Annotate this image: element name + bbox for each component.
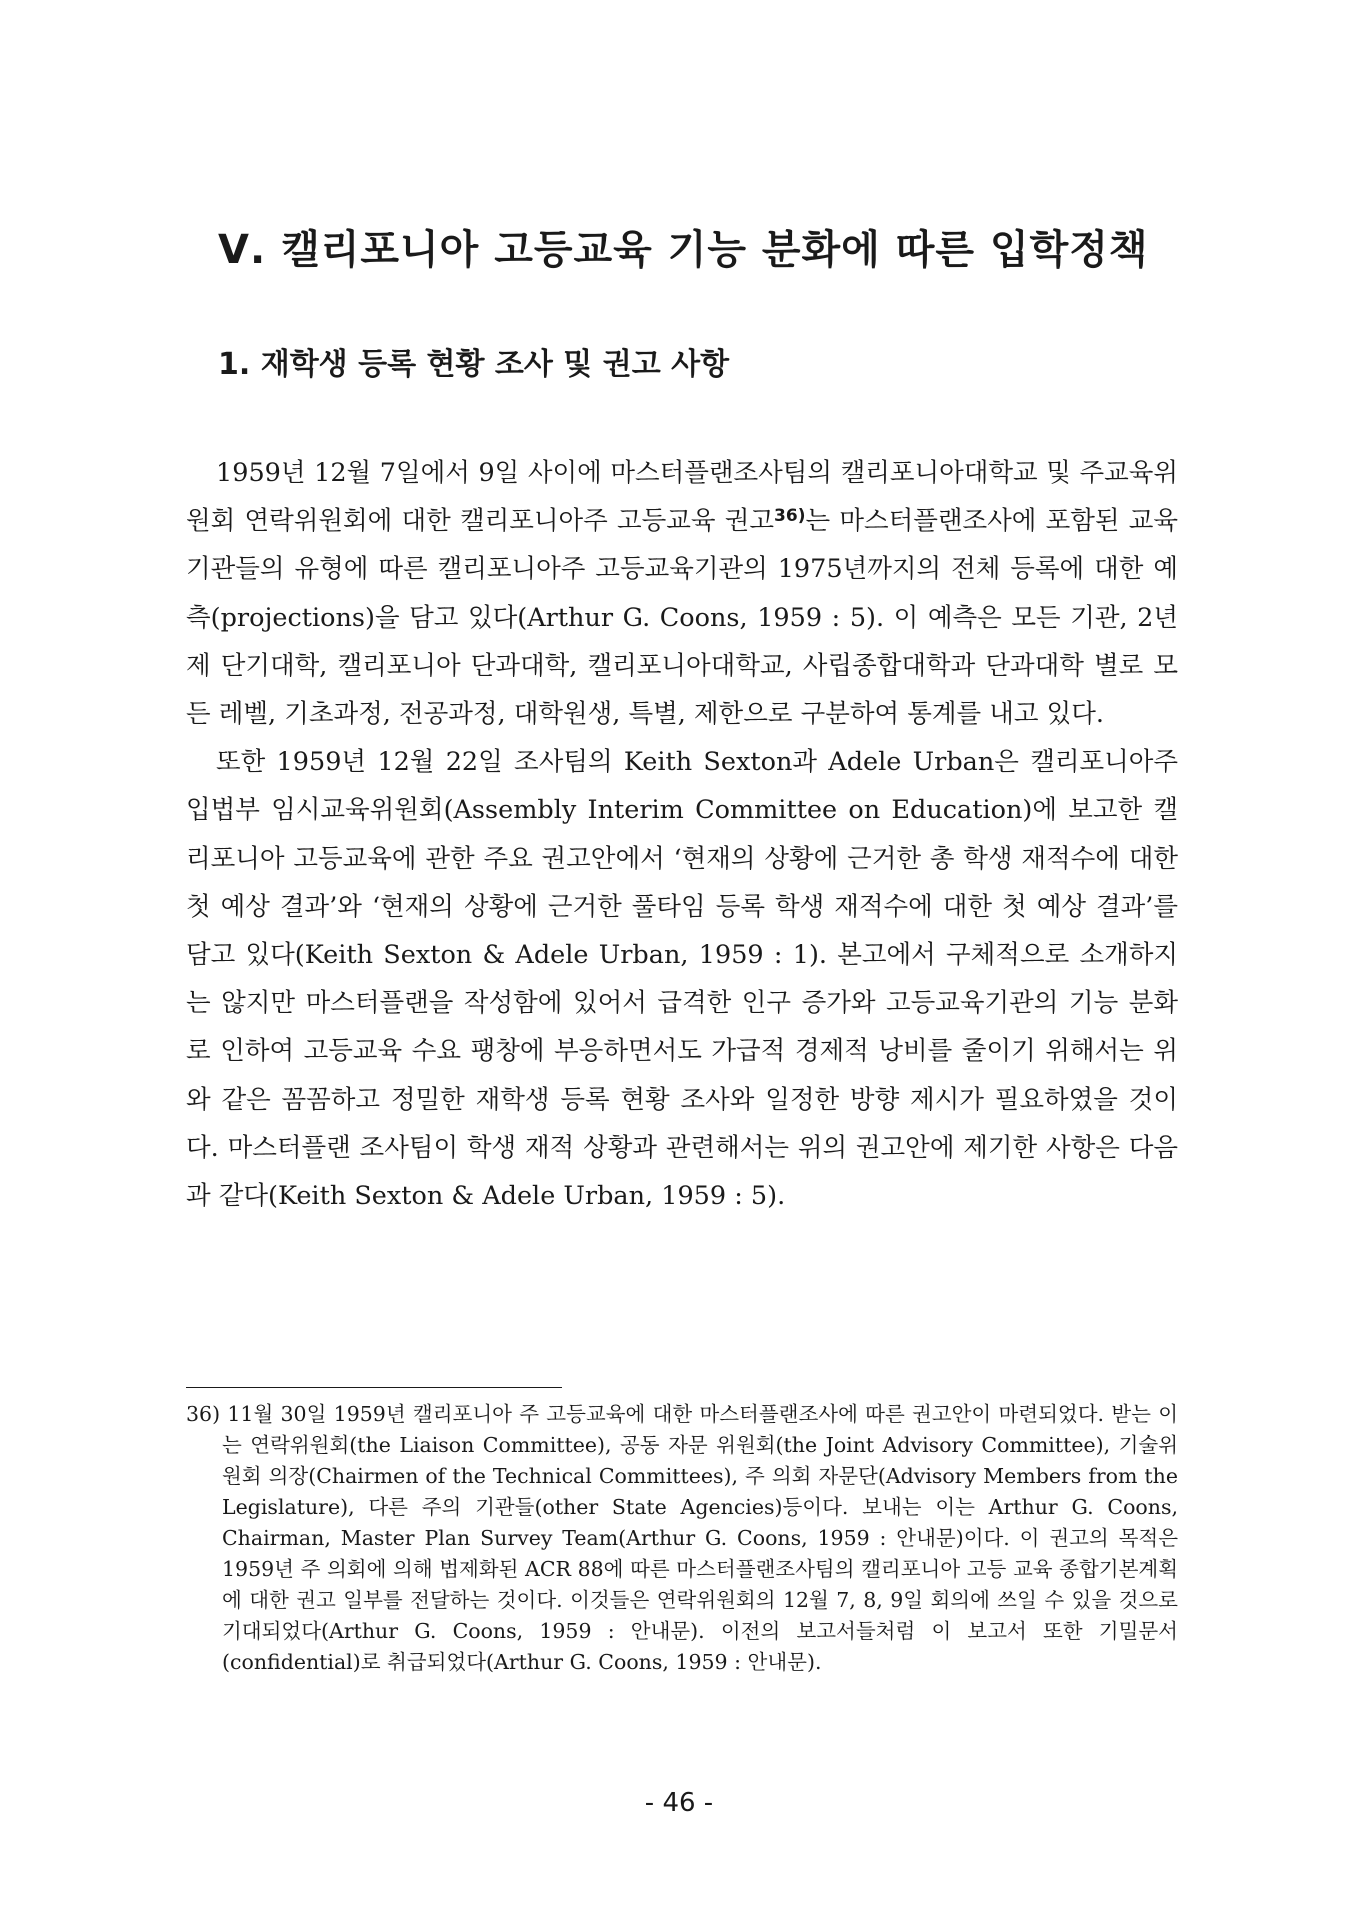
body-text — [186, 449, 1178, 1220]
paragraph-2: 또한 1959년 12월 22일 조사팀의 Keith Sexton과 Adele Urban은 캘리포니아주 입법부 임시교육위원회(Assembly Interim Committee on Education)에 보고한 캘리포니아 고등교육에 관한 주요 권고안에서 ‘현재의 상황에 근거한 총 학생 재적수에 대한 첫 예상 결과’와 ‘현재의 상황에 근거한 풀타임 등록 학생 재적수에 대한 첫 예상 결과’를 담고 있다(Keith Sexton & Adele Urban, 1959 : 1). 본고에서 구체적으로 소개하지는 않지만 마스터플랜을 작성함에 있어서 급격한 인구 증가와 고등교육기관의 기능 분화로 인하여 고등교육 수요 팽창에 부응하면서도 가급적 경제적 낭비를 줄이기 위해서는 위와 같은 꼼꼼하고 정밀한 재학생 등록 현황 조사와 일정한 방향 제시가 필요하였을 것이다. 마스터플랜 조사팀이 학생 재적 상황과 관련해서는 위의 권고안에 제기한 사항은 다음과 같다(Keith Sexton & Adele Urban, 1959 : 5). — [186, 747, 1178, 1212]
footnote-reference-36[interactable]: 36) — [774, 506, 806, 527]
paragraph-1-text-start: 1959년 12월 7일에서 9일 사이에 마스터플랜조사팀의 캘리포니아대학교 및 주교육위원회 연락위원회에 대한 캘리포니아주 고등교육 권고 — [186, 458, 1178, 537]
chapter-title: Ⅴ. 캘리포니아 고등교육 기능 분화에 따른 입학정책 — [218, 227, 1149, 273]
page-number: - 46 - — [644, 1788, 714, 1818]
footnote-36: 36) 11월 30일 1959년 캘리포니아 주 고등교육에 대한 마스터플랜조사에 따른 권고안이 마련되었다. 받는 이는 연락위원회(the Liaison Committee), 공동 자문 위원회(the Joint Advisory Committee), 기술위원회 의장(Chairmen of the Technical Committees), 주 의회 자문단(Advisory Members from the Legislature), 다른 주의 기관들(other State Agencies)등이다. 보내는 이는 Arthur G. Coons, Chairman, Master Plan Survey Team(Arthur G. Coons, 1959 : 안내문)이다. 이 권고의 목적은 1959년 주 의회에 의해 법제화된 ACR 88에 따른 마스터플랜조사팀의 캘리포니아 고등 교육 종합기본계획에 대한 권고 일부를 전달하는 것이다. 이것들은 연락위원회의 12월 7, 8, 9일 회의에 쓰일 수 있을 것으로 기대되었다(Arthur G. Coons, 1959 : 안내문). 이전의 보고서들처럼 이 보고서 또한 기밀문서(confidential)로 취급되었다(Arthur G. Coons, 1959 : 안내문). — [186, 1402, 1178, 1674]
footnote-divider — [186, 1387, 562, 1388]
section-title: 1. 재학생 등록 현황 조사 및 권고 사항 — [218, 347, 730, 382]
paragraph-1 — [186, 449, 1178, 738]
paragraph-1-text-end: 는 마스터플랜조사에 포함된 교육기관들의 유형에 따른 캘리포니아주 고등교육기관의 1975년까지의 전체 등록에 대한 예측(projections)을 담고 있다(Arthur G. Coons, 1959 : 5). 이 예측은 모든 기관, 2년제 단기대학, 캘리포니아 단과대학, 캘리포니아대학교, 사립종합대학과 단과대학 별로 모든 레벨, 기초과정, 전공과정, 대학원생, 특별, 제한으로 구분하여 통계를 내고 있다. — [186, 506, 1178, 730]
